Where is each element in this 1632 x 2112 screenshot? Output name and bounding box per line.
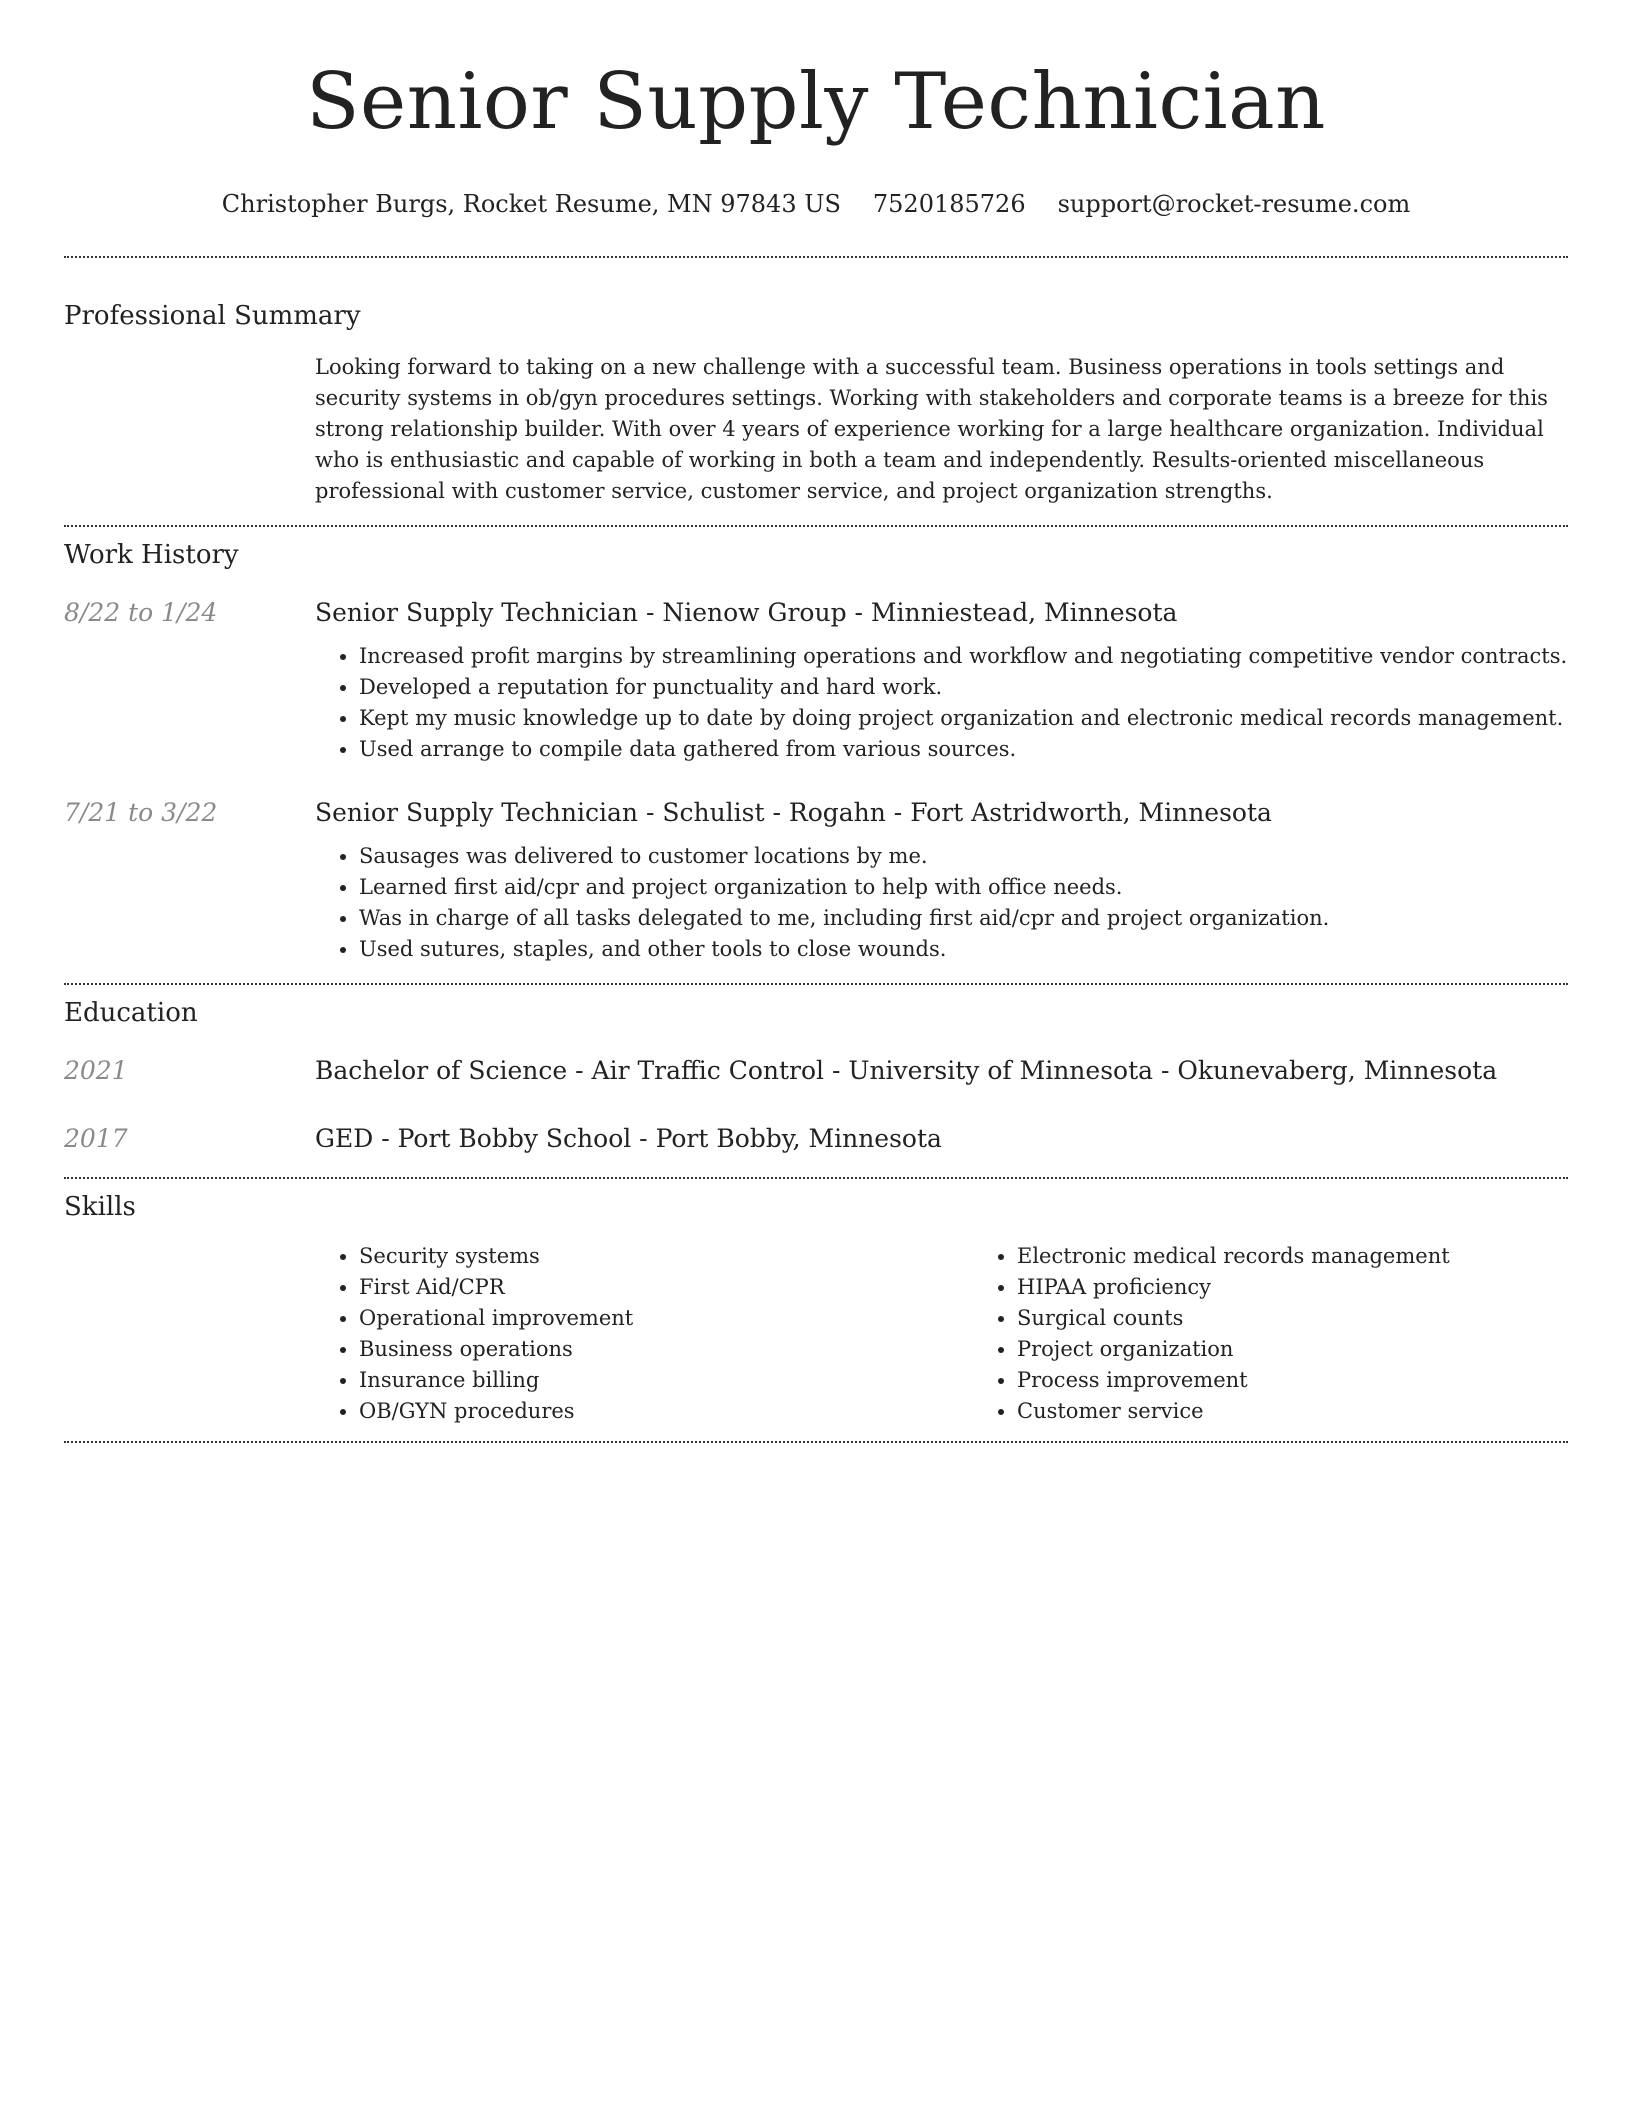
skills-section — [64, 1189, 1568, 1427]
contact-email: support@rocket-resume.com — [1057, 190, 1411, 218]
skills-spacer — [64, 1241, 315, 1427]
section-heading-summary: Professional Summary — [64, 301, 361, 331]
skill-item: • OB/GYN procedures — [359, 1396, 973, 1427]
job-heading — [315, 595, 1568, 631]
section-divider — [64, 983, 1568, 985]
job-dates: 8/22 to 1/24 — [64, 598, 218, 627]
list-item: • Used sutures, staples, and other tools to close wounds. — [359, 934, 1568, 965]
education-degree: Bachelor of Science - Air Traffic Control — [315, 1056, 825, 1085]
skills-list-left — [315, 1241, 973, 1427]
education-details: - University of Minnesota - Okunevaberg, Minnesota — [824, 1056, 1498, 1085]
education-details: - Port Bobby School - Port Bobby, Minnesota — [373, 1124, 942, 1153]
skill-item: • Business operations — [359, 1334, 973, 1365]
education-year: 2021 — [64, 1056, 128, 1085]
skill-item: • Operational improvement — [359, 1303, 973, 1334]
resume-title: Senior Supply Technician — [306, 57, 1326, 147]
summary-text: Looking forward to taking on a new challenge with a successful team. Business operations in tools settings and security systems in ob/gyn procedures settings. Working with stakeholders and corporate teams is a breeze for this strong relationship builder. With over 4 years of experience working for a large healthcare organization. Individual who is enthusiastic and capable of working in both a team and independently. Results-oriented miscellaneous professional with customer service, customer service, and project organization strengths. — [315, 355, 1548, 503]
skill-item: • Security systems — [359, 1241, 973, 1272]
section-heading-education: Education — [64, 998, 198, 1028]
job-heading — [315, 795, 1568, 831]
job-bullets — [315, 641, 1568, 765]
education-degree: GED — [315, 1124, 374, 1153]
skills-list-right — [973, 1241, 1631, 1427]
skill-item: • Electronic medical records management — [1017, 1241, 1631, 1272]
section-divider — [64, 1441, 1568, 1443]
education-heading — [315, 1053, 1568, 1089]
job-entry — [64, 595, 1568, 765]
list-item: • Used arrange to compile data gathered from various sources. — [359, 734, 1568, 765]
list-item: • Sausages was delivered to customer locations by me. — [359, 841, 1568, 872]
list-item: • Kept my music knowledge up to date by doing project organization and electronic medical records management. — [359, 703, 1568, 734]
education-year: 2017 — [64, 1124, 128, 1153]
skill-item: • Surgical counts — [1017, 1303, 1631, 1334]
skill-item: • Insurance billing — [359, 1365, 973, 1396]
summary-section — [64, 298, 1568, 507]
section-heading-work: Work History — [64, 540, 239, 570]
work-history-section — [64, 537, 1568, 965]
list-item: • Developed a reputation for punctuality and hard work. — [359, 672, 1568, 703]
job-dates: 7/21 to 3/22 — [64, 798, 218, 827]
skill-item: • HIPAA proficiency — [1017, 1272, 1631, 1303]
skill-item: • Process improvement — [1017, 1365, 1631, 1396]
job-title: Senior Supply Technician — [315, 798, 638, 827]
summary-spacer — [64, 352, 315, 507]
skill-item: • First Aid/CPR — [359, 1272, 973, 1303]
job-title: Senior Supply Technician — [315, 598, 638, 627]
section-divider — [64, 1177, 1568, 1179]
skills-columns — [315, 1241, 1631, 1427]
skill-item: • Customer service — [1017, 1396, 1631, 1427]
education-heading — [315, 1121, 1568, 1157]
education-section — [64, 995, 1568, 1157]
job-entry — [64, 795, 1568, 965]
list-item: • Increased profit margins by streamlining operations and workflow and negotiating competitive vendor contracts. — [359, 641, 1568, 672]
education-entry — [64, 1121, 1568, 1157]
contact-address: Christopher Burgs, Rocket Resume, MN 97843 US — [221, 190, 841, 218]
list-item: • Was in charge of all tasks delegated to me, including first aid/cpr and project organization. — [359, 903, 1568, 934]
job-bullets — [315, 841, 1568, 965]
list-item: • Learned first aid/cpr and project organization to help with office needs. — [359, 872, 1568, 903]
section-heading-skills: Skills — [64, 1192, 136, 1222]
contact-line — [64, 188, 1568, 220]
section-divider — [64, 525, 1568, 527]
section-divider — [64, 256, 1568, 258]
job-details: - Nienow Group - Minniestead, Minnesota — [638, 598, 1178, 627]
education-entry — [64, 1053, 1568, 1089]
contact-phone: 7520185726 — [872, 190, 1026, 218]
skill-item: • Project organization — [1017, 1334, 1631, 1365]
job-details: - Schulist - Rogahn - Fort Astridworth, Minnesota — [638, 798, 1272, 827]
